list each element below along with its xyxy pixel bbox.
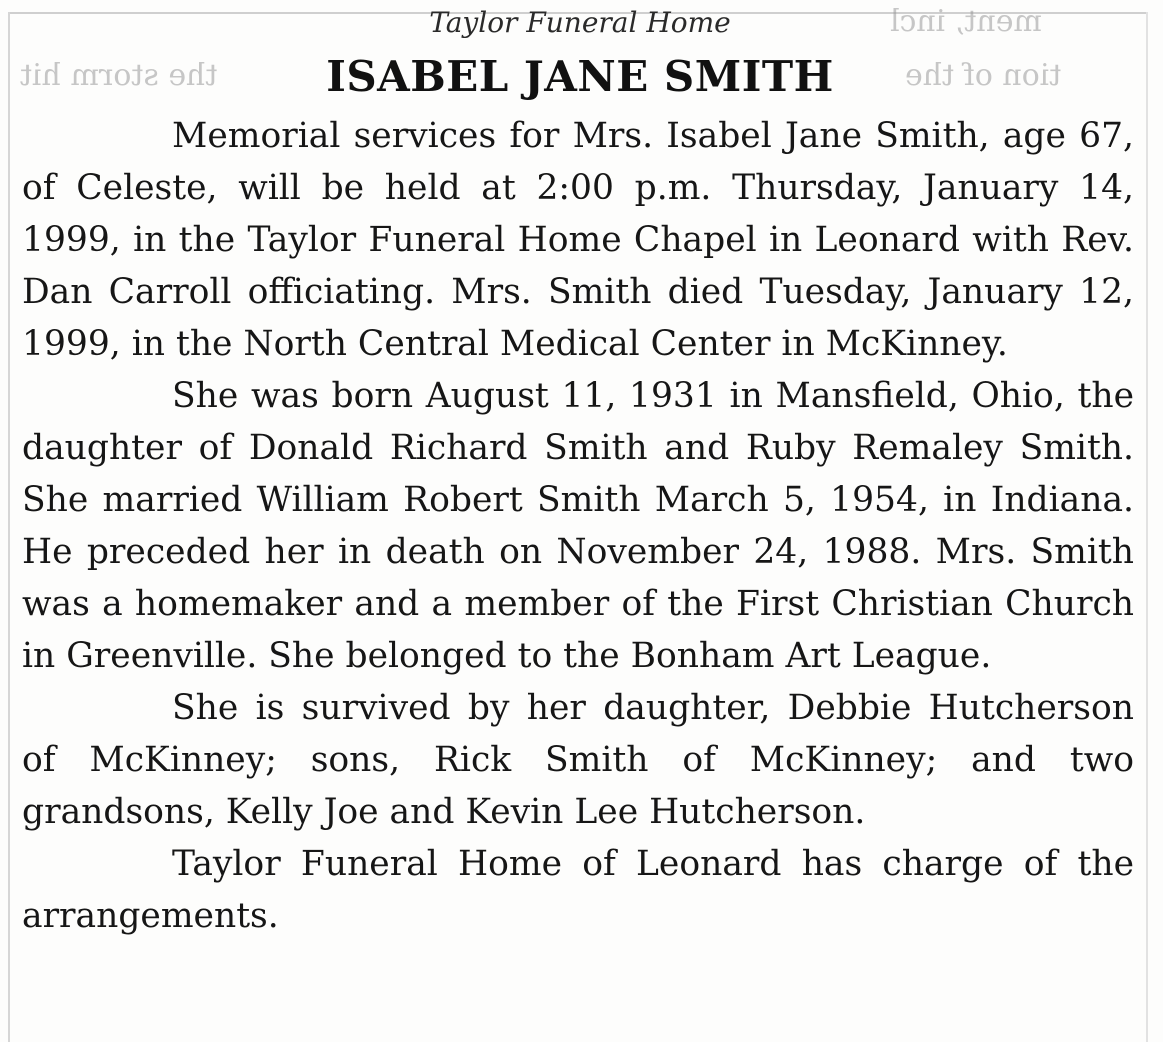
clipping-left-edge <box>8 12 10 1042</box>
bleed-through-text-right: tion of the <box>905 58 1062 93</box>
clipping-right-edge <box>1146 12 1148 1042</box>
paragraph-services: Memorial services for Mrs. Isabel Jane Smith, age 67, of Celeste, will be held at 2:00 p.m. Thursday, January 14, 1999, in the Taylor Funeral Home Chapel in Leonard with Rev. Dan Carroll officiating. Mrs. Smith died Tuesday, January 12, 1999, in the North Central Medical Center in McKinney. <box>22 116 1134 364</box>
paragraph-survivors: She is survived by her daughter, Debbie Hutcherson of McKinney; sons, Rick Smith of McKinney; and two grandsons, Kelly Joe and Kevin Lee Hutcherson. <box>22 688 1134 832</box>
funeral-home-masthead: Taylor Funeral Home <box>429 6 731 39</box>
obituary-headline: ISABEL JANE SMITH <box>326 52 834 101</box>
bleed-through-text-left: the storm hit <box>20 58 218 93</box>
bleed-through-text-top-right: ment, incl <box>890 4 1042 39</box>
obituary-body <box>22 110 1134 942</box>
paragraph-arrangements: Taylor Funeral Home of Leonard has charge of the arrangements. <box>22 844 1134 936</box>
paragraph-biography: She was born August 11, 1931 in Mansfield, Ohio, the daughter of Donald Richard Smith and Ruby Remaley Smith. She married William Robert Smith March 5, 1954, in Indiana. He preceded her in death on November 24, 1988. Mrs. Smith was a homemaker and a member of the First Christian Church in Greenville. She belonged to the Bonham Art League. <box>22 376 1134 676</box>
